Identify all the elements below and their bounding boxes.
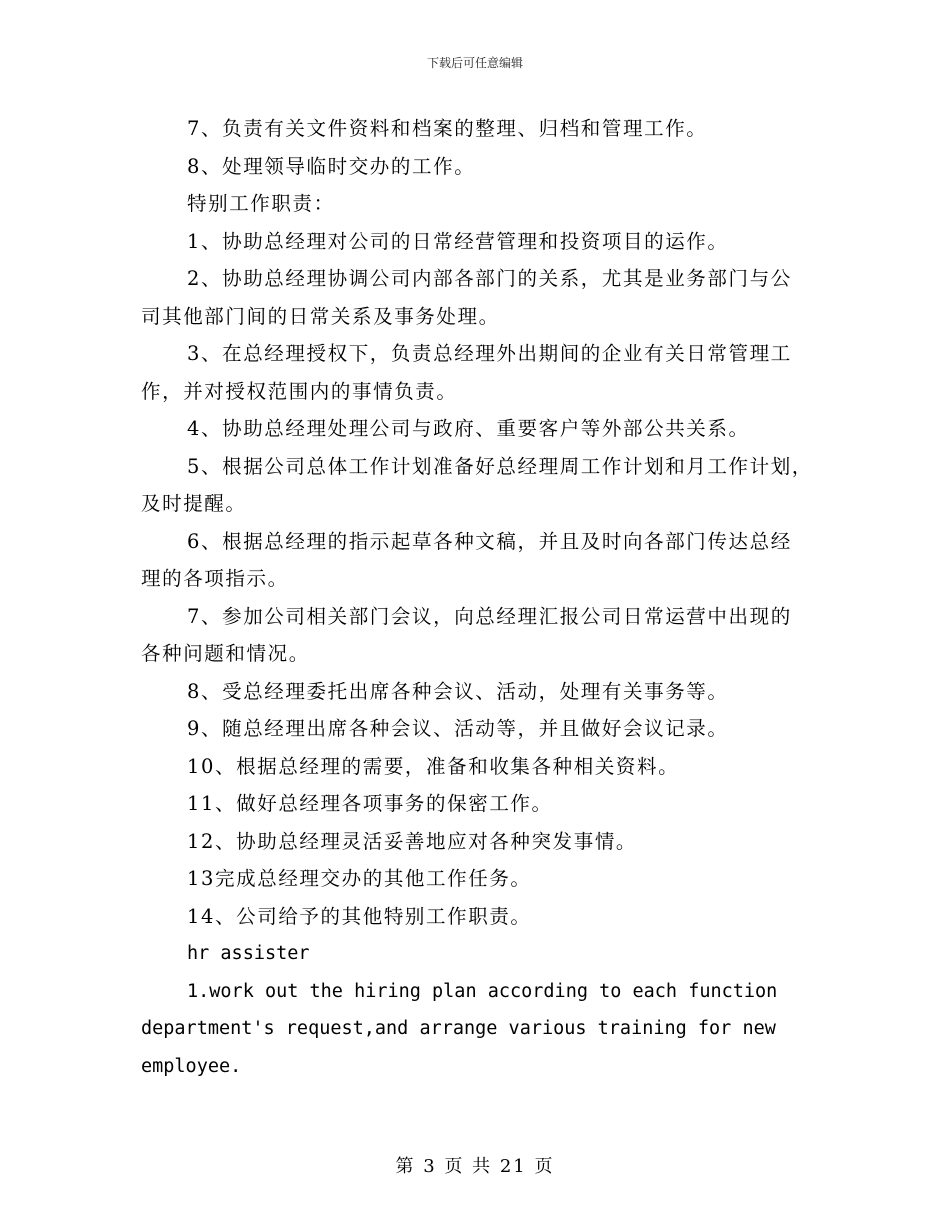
paragraph-line: 5、根据公司总体工作计划准备好总经理周工作计划和月工作计划， — [187, 454, 813, 478]
paragraph-line: 2、协助总经理协调公司内部各部门的关系，尤其是业务部门与公 — [187, 267, 792, 290]
paragraph-line-english: 1.work out the hiring plan according to each function — [187, 980, 778, 1002]
paragraph-line: 14、公司给予的其他特别工作职责。 — [187, 904, 532, 928]
paragraph-line: 11、做好总经理各项事务的保密工作。 — [187, 792, 553, 815]
paragraph-line: 6、根据总经理的指示起草各种文稿，并且及时向各部门传达总经 — [187, 529, 792, 553]
paragraph-line: 7、负责有关文件资料和档案的整理、归档和管理工作。 — [187, 117, 708, 140]
paragraph-line: 9、随总经理出席各种会议、活动等，并且做好会议记录。 — [187, 717, 729, 740]
paragraph-line: 及时提醒。 — [141, 492, 247, 515]
paragraph-line: 8、处理领导临时交办的工作。 — [187, 154, 476, 178]
document-body — [141, 110, 821, 1085]
paragraph-line: 10、根据总经理的需要，准备和收集各种相关资料。 — [187, 754, 680, 778]
paragraph-line: 理的各项指示。 — [141, 567, 289, 590]
paragraph-line: 4、协助总经理处理公司与政府、重要客户等外部公共关系。 — [187, 417, 750, 440]
section-heading-english: hr assister — [187, 943, 310, 964]
paragraph-line: 12、协助总经理灵活妥善地应对各种突发事情。 — [187, 829, 638, 853]
page-header-note: 下载后可任意编辑 — [426, 56, 523, 70]
paragraph-line-english: employee. — [141, 1055, 242, 1077]
paragraph-line: 3、在总经理授权下，负责总经理外出期间的企业有关日常管理工 — [187, 342, 792, 365]
page-number-footer: 第 3 页 共 21 页 — [395, 1156, 555, 1177]
paragraph-line: 13完成总经理交办的其他工作任务。 — [187, 867, 532, 890]
paragraph-line: 各种问题和情况。 — [141, 642, 310, 665]
paragraph-line: 8、受总经理委托出席各种会议、活动，处理有关事务等。 — [187, 679, 729, 703]
section-heading: 特别工作职责： — [187, 192, 335, 215]
paragraph-line: 作，并对授权范围内的事情负责。 — [141, 379, 458, 403]
paragraph-line: 1、协助总经理对公司的日常经营管理和投资项目的运作。 — [187, 229, 729, 253]
paragraph-line-english: department's request,and arrange various training for new — [141, 1018, 776, 1039]
paragraph-line: 司其他部门间的日常关系及事务处理。 — [141, 304, 500, 328]
paragraph-line: 7、参加公司相关部门会议，向总经理汇报公司日常运营中出现的 — [187, 604, 792, 628]
